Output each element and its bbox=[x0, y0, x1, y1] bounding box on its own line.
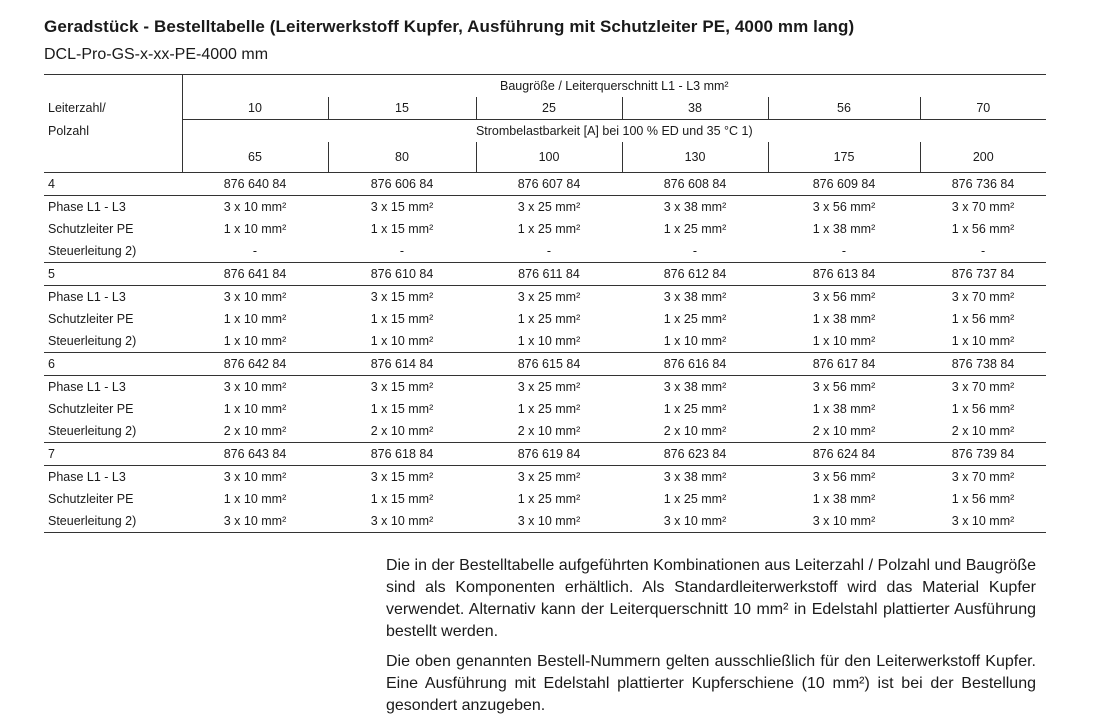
value-cell: 2 x 10 mm² bbox=[951, 424, 1015, 438]
current-header: 130 bbox=[622, 142, 768, 173]
value-cell: 3 x 25 mm² bbox=[476, 466, 622, 489]
part-number-cell: 876 613 84 bbox=[768, 263, 920, 286]
table-row bbox=[44, 398, 1046, 420]
value-cell: 2 x 10 mm² bbox=[223, 424, 287, 438]
row-label: Phase L1 - L3 bbox=[44, 376, 182, 399]
row-label: Phase L1 - L3 bbox=[44, 466, 182, 489]
value-cell: 3 x 70 mm² bbox=[920, 466, 1046, 489]
current-header: 200 bbox=[920, 142, 1046, 173]
value-cell: 3 x 10 mm² bbox=[182, 286, 328, 309]
table-row bbox=[44, 420, 1046, 443]
part-number-cell: 876 610 84 bbox=[328, 263, 476, 286]
part-number-cell: 876 643 84 bbox=[182, 443, 328, 466]
value-cell: 1 x 25 mm² bbox=[517, 312, 581, 326]
current-header: 175 bbox=[768, 142, 920, 173]
value-cell: 2 x 10 mm² bbox=[517, 424, 581, 438]
value-cell: 1 x 15 mm² bbox=[370, 492, 434, 506]
current-caption: Strombelastbarkeit [A] bei 100 % ED und 35 °C 1) bbox=[182, 120, 1046, 143]
row-label: Phase L1 - L3 bbox=[44, 196, 182, 219]
value-cell: 1 x 25 mm² bbox=[663, 492, 727, 506]
part-number-cell: 876 737 84 bbox=[920, 263, 1046, 286]
page-subtitle: DCL-Pro-GS-x-xx-PE-4000 mm bbox=[44, 46, 269, 63]
current-header: 65 bbox=[182, 142, 328, 173]
value-cell: 3 x 70 mm² bbox=[920, 376, 1046, 399]
header-currents-row bbox=[44, 142, 1046, 173]
value-cell: 3 x 38 mm² bbox=[622, 196, 768, 219]
value-cell: 3 x 10 mm² bbox=[182, 196, 328, 219]
value-cell: 3 x 56 mm² bbox=[768, 196, 920, 219]
row-label: Steuerleitung 2) bbox=[44, 510, 182, 533]
value-cell: 1 x 38 mm² bbox=[812, 492, 876, 506]
table-row bbox=[44, 488, 1046, 510]
table-row bbox=[44, 330, 1046, 353]
table-row bbox=[44, 196, 1046, 219]
value-cell: 2 x 10 mm² bbox=[812, 424, 876, 438]
value-cell: 3 x 10 mm² bbox=[768, 510, 920, 533]
value-cell: 1 x 56 mm² bbox=[951, 312, 1015, 326]
part-number-cell: 876 609 84 bbox=[768, 173, 920, 196]
part-number-cell: 876 642 84 bbox=[182, 353, 328, 376]
value-cell: 3 x 15 mm² bbox=[328, 196, 476, 219]
table-row bbox=[44, 308, 1046, 330]
value-cell: 1 x 25 mm² bbox=[517, 222, 581, 236]
part-number-cell: 876 736 84 bbox=[920, 173, 1046, 196]
value-cell: 1 x 38 mm² bbox=[812, 402, 876, 416]
part-number-cell: 876 617 84 bbox=[768, 353, 920, 376]
value-cell: 1 x 38 mm² bbox=[812, 312, 876, 326]
value-cell: 1 x 10 mm² bbox=[812, 334, 876, 348]
table-row bbox=[44, 173, 1046, 196]
value-cell: - bbox=[399, 244, 405, 258]
value-cell: 3 x 70 mm² bbox=[920, 196, 1046, 219]
value-cell: 1 x 10 mm² bbox=[517, 334, 581, 348]
part-number-cell: 876 739 84 bbox=[920, 443, 1046, 466]
value-cell: 3 x 56 mm² bbox=[768, 286, 920, 309]
size-header: 15 bbox=[328, 97, 476, 120]
part-number-cell: 876 615 84 bbox=[476, 353, 622, 376]
part-number-cell: 876 640 84 bbox=[182, 173, 328, 196]
value-cell: 3 x 70 mm² bbox=[920, 286, 1046, 309]
value-cell: - bbox=[980, 244, 986, 258]
size-header: 56 bbox=[768, 97, 920, 120]
value-cell: 1 x 56 mm² bbox=[951, 222, 1015, 236]
value-cell: 3 x 10 mm² bbox=[182, 376, 328, 399]
value-cell: 3 x 56 mm² bbox=[768, 466, 920, 489]
part-number-cell: 876 612 84 bbox=[622, 263, 768, 286]
size-caption: Baugröße / Leiterquerschnitt L1 - L3 mm² bbox=[182, 75, 1046, 98]
value-cell: 1 x 56 mm² bbox=[951, 492, 1015, 506]
row-label: Schutzleiter PE bbox=[48, 492, 134, 506]
value-cell: 3 x 25 mm² bbox=[476, 376, 622, 399]
value-cell: 1 x 15 mm² bbox=[370, 312, 434, 326]
value-cell: 3 x 10 mm² bbox=[622, 510, 768, 533]
value-cell: - bbox=[546, 244, 552, 258]
value-cell: 1 x 25 mm² bbox=[663, 312, 727, 326]
part-number-cell: 876 619 84 bbox=[476, 443, 622, 466]
row-label-leiterzahl: Leiterzahl/ bbox=[48, 101, 106, 116]
part-number-cell: 876 608 84 bbox=[622, 173, 768, 196]
part-number-cell: 876 738 84 bbox=[920, 353, 1046, 376]
value-cell: 1 x 10 mm² bbox=[370, 334, 434, 348]
row-label: Phase L1 - L3 bbox=[44, 286, 182, 309]
value-cell: 3 x 56 mm² bbox=[768, 376, 920, 399]
table-row bbox=[44, 376, 1046, 399]
value-cell: 3 x 38 mm² bbox=[622, 466, 768, 489]
part-number-cell: 876 607 84 bbox=[476, 173, 622, 196]
value-cell: 1 x 25 mm² bbox=[517, 402, 581, 416]
table-row bbox=[44, 466, 1046, 489]
size-header: 70 bbox=[920, 97, 1046, 120]
table-row bbox=[44, 510, 1046, 533]
groups-body bbox=[44, 173, 1046, 533]
value-cell: 1 x 25 mm² bbox=[663, 222, 727, 236]
value-cell: 2 x 10 mm² bbox=[663, 424, 727, 438]
poles-cell: 5 bbox=[44, 263, 182, 286]
value-cell: 1 x 25 mm² bbox=[517, 492, 581, 506]
value-cell: 1 x 25 mm² bbox=[663, 402, 727, 416]
value-cell: 1 x 10 mm² bbox=[951, 334, 1015, 348]
row-label: Steuerleitung 2) bbox=[48, 244, 137, 258]
row-label: Steuerleitung 2) bbox=[48, 424, 137, 438]
row-label: Schutzleiter PE bbox=[48, 222, 134, 236]
note-paragraph: Die oben genannten Bestell-Nummern gelten ausschließlich für den Leiterwerkstoff Kupfer. Eine Ausführung mit Edelstahl plattierter Kupferschiene (10 mm²) ist bei der Bestellung gesondert anzugeben. bbox=[386, 653, 1036, 714]
value-cell: 1 x 10 mm² bbox=[223, 334, 287, 348]
poles-cell: 6 bbox=[44, 353, 182, 376]
value-cell: 1 x 15 mm² bbox=[370, 222, 434, 236]
poles-cell: 7 bbox=[44, 443, 182, 466]
header-size-caption-row bbox=[44, 75, 1046, 98]
size-header: 25 bbox=[476, 97, 622, 120]
current-header: 100 bbox=[476, 142, 622, 173]
value-cell: 3 x 15 mm² bbox=[328, 466, 476, 489]
row-label: Steuerleitung 2) bbox=[48, 334, 137, 348]
table-row bbox=[44, 353, 1046, 376]
value-cell: 3 x 15 mm² bbox=[328, 376, 476, 399]
value-cell: 3 x 10 mm² bbox=[476, 510, 622, 533]
value-cell: 3 x 38 mm² bbox=[622, 376, 768, 399]
part-number-cell: 876 611 84 bbox=[476, 263, 622, 286]
value-cell: 2 x 10 mm² bbox=[370, 424, 434, 438]
value-cell: 3 x 10 mm² bbox=[920, 510, 1046, 533]
header-sizes-row bbox=[44, 97, 1046, 120]
row-label: Schutzleiter PE bbox=[48, 312, 134, 326]
header-current-caption-row bbox=[44, 120, 1046, 143]
value-cell: 3 x 25 mm² bbox=[476, 286, 622, 309]
value-cell: 1 x 38 mm² bbox=[812, 222, 876, 236]
value-cell: 1 x 10 mm² bbox=[663, 334, 727, 348]
value-cell: 1 x 15 mm² bbox=[370, 402, 434, 416]
row-label-polzahl: Polzahl bbox=[48, 123, 89, 138]
page-title: Geradstück - Bestelltabelle (Leiterwerkstoff Kupfer, Ausführung mit Schutzleiter PE, 4000 mm lang) bbox=[44, 17, 855, 36]
value-cell: 3 x 10 mm² bbox=[182, 510, 328, 533]
value-cell: 3 x 38 mm² bbox=[622, 286, 768, 309]
value-cell: - bbox=[841, 244, 847, 258]
poles-cell: 4 bbox=[44, 173, 182, 196]
value-cell: 1 x 10 mm² bbox=[223, 312, 287, 326]
part-number-cell: 876 624 84 bbox=[768, 443, 920, 466]
size-header: 38 bbox=[622, 97, 768, 120]
note-paragraph: Die in der Bestelltabelle aufgeführten Kombinationen aus Leiterzahl / Polzahl und Baugröße sind als Komponenten erhältlich. Als Standardleiterwerkstoff wird das Material Kupfer verwendet. Alternativ kann der Leiterquerschnitt 10 mm² in Edelstahl plattierter Ausführung bestellt werden. bbox=[386, 557, 1036, 640]
table-row bbox=[44, 240, 1046, 263]
current-header: 80 bbox=[328, 142, 476, 173]
size-header: 10 bbox=[182, 97, 328, 120]
table-row bbox=[44, 286, 1046, 309]
part-number-cell: 876 623 84 bbox=[622, 443, 768, 466]
part-number-cell: 876 606 84 bbox=[328, 173, 476, 196]
value-cell: 1 x 10 mm² bbox=[223, 402, 287, 416]
value-cell: 3 x 15 mm² bbox=[328, 286, 476, 309]
table-row bbox=[44, 218, 1046, 240]
value-cell: - bbox=[692, 244, 698, 258]
value-cell: 1 x 56 mm² bbox=[951, 402, 1015, 416]
part-number-cell: 876 614 84 bbox=[328, 353, 476, 376]
row-label: Schutzleiter PE bbox=[48, 402, 134, 416]
value-cell: 3 x 25 mm² bbox=[476, 196, 622, 219]
notes bbox=[386, 555, 1036, 725]
value-cell: 3 x 10 mm² bbox=[182, 466, 328, 489]
order-table bbox=[44, 74, 1046, 533]
value-cell: - bbox=[252, 244, 258, 258]
value-cell: 3 x 10 mm² bbox=[328, 510, 476, 533]
table-row bbox=[44, 263, 1046, 286]
part-number-cell: 876 641 84 bbox=[182, 263, 328, 286]
value-cell: 1 x 10 mm² bbox=[223, 222, 287, 236]
value-cell: 1 x 10 mm² bbox=[223, 492, 287, 506]
table-row bbox=[44, 443, 1046, 466]
part-number-cell: 876 616 84 bbox=[622, 353, 768, 376]
part-number-cell: 876 618 84 bbox=[328, 443, 476, 466]
